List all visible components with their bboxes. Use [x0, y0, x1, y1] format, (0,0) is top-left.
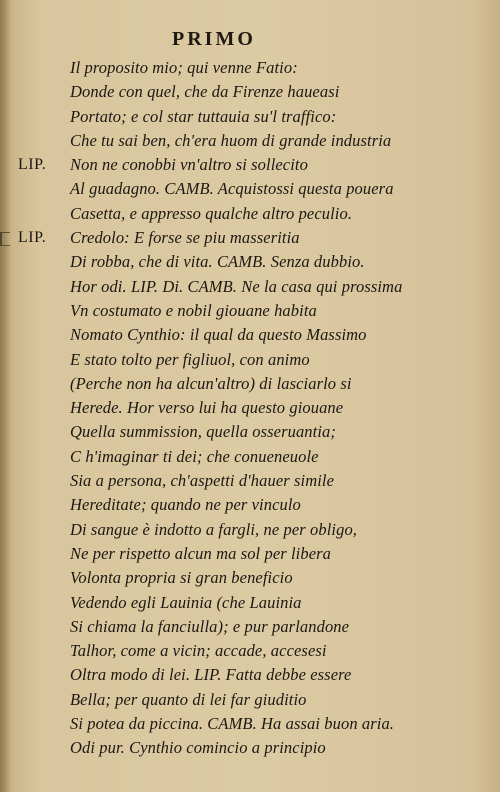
line-text: Talhor, come a vicin; accade, accesesi	[70, 641, 327, 661]
line-text: Donde con quel, che da Firenze haueasi	[70, 82, 340, 102]
line-text: C h'imaginar ti dei; che conueneuole	[70, 446, 319, 466]
line-text: Credolo: E forse se piu masseritia	[70, 228, 300, 248]
verse-line	[0, 105, 500, 129]
verse-line	[0, 348, 500, 372]
verse-line	[0, 566, 500, 590]
verse-line	[0, 591, 500, 615]
verse-line	[0, 177, 500, 201]
speaker-label: LIP.	[18, 229, 47, 247]
line-text: Ne per rispetto alcun ma sol per libera	[70, 543, 332, 563]
speaker-label: LIP.	[18, 156, 47, 174]
verse-text	[0, 56, 500, 761]
line-text: Casetta, e appresso qualche altro peculio.	[70, 203, 353, 223]
line-text: Volonta propria si gran beneficio	[70, 568, 293, 588]
line-text: Non ne conobbi vn'altro si sollecito	[70, 155, 308, 175]
line-text: Quella summission, quella osseruantia;	[70, 422, 336, 442]
verse-line	[0, 493, 500, 517]
line-text: Di robba, che di vita. CAMB. Senza dubbio.	[70, 252, 365, 272]
running-head: PRIMO	[172, 28, 256, 50]
line-text: Odi pur. Cynthio comincio a principio	[70, 738, 326, 758]
bracket-mark-icon	[0, 232, 10, 246]
line-text: Che tu sai ben, ch'era huom di grande industria	[70, 130, 392, 150]
line-text: Si chiama la fanciulla); e pur parlandone	[70, 616, 350, 636]
line-text: Herede. Hor verso lui ha questo giouane	[70, 398, 344, 418]
verse-line	[0, 80, 500, 104]
verse-line	[0, 56, 500, 80]
verse-line	[0, 615, 500, 639]
verse-line	[0, 688, 500, 712]
line-text: Nomato Cynthio: il qual da questo Massimo	[70, 325, 367, 345]
verse-line	[0, 226, 500, 250]
line-text: Si potea da piccina. CAMB. Ha assai buon aria.	[70, 714, 395, 734]
verse-line	[0, 202, 500, 226]
verse-line	[0, 275, 500, 299]
line-text: E stato tolto per figliuol, con animo	[70, 349, 310, 369]
verse-line	[0, 323, 500, 347]
line-text: Vn costumato e nobil giouane habita	[70, 300, 317, 320]
verse-line	[0, 542, 500, 566]
verse-line	[0, 153, 500, 177]
line-text: (Perche non ha alcun'altro) di lasciarlo si	[70, 373, 352, 393]
verse-line	[0, 469, 500, 493]
line-text: Portato; e col star tuttauia su'l traffico:	[70, 106, 337, 126]
verse-line	[0, 420, 500, 444]
verse-line	[0, 736, 500, 760]
line-text: Hor odi. LIP. Di. CAMB. Ne la casa qui prossima	[70, 276, 403, 296]
verse-line	[0, 712, 500, 736]
line-text: Il proposito mio; qui venne Fatio:	[70, 58, 298, 77]
line-text: Di sangue è indotto a fargli, ne per obligo,	[70, 519, 358, 539]
verse-line	[0, 299, 500, 323]
line-text: Vedendo egli Lauinia (che Lauinia	[70, 592, 302, 612]
line-text: Sia a persona, ch'aspetti d'hauer simile	[70, 471, 335, 491]
verse-line	[0, 518, 500, 542]
line-text: Al guadagno. CAMB. Acquistossi questa pouera	[70, 179, 394, 199]
line-text: Hereditate; quando ne per vinculo	[70, 495, 301, 515]
verse-line	[0, 129, 500, 153]
verse-line	[0, 663, 500, 687]
verse-line	[0, 372, 500, 396]
verse-line	[0, 250, 500, 274]
verse-line	[0, 396, 500, 420]
verse-line	[0, 639, 500, 663]
verse-line	[0, 445, 500, 469]
line-text: Oltra modo di lei. LIP. Fatta debbe essere	[70, 665, 352, 685]
line-text: Bella; per quanto di lei far giuditio	[70, 689, 307, 709]
